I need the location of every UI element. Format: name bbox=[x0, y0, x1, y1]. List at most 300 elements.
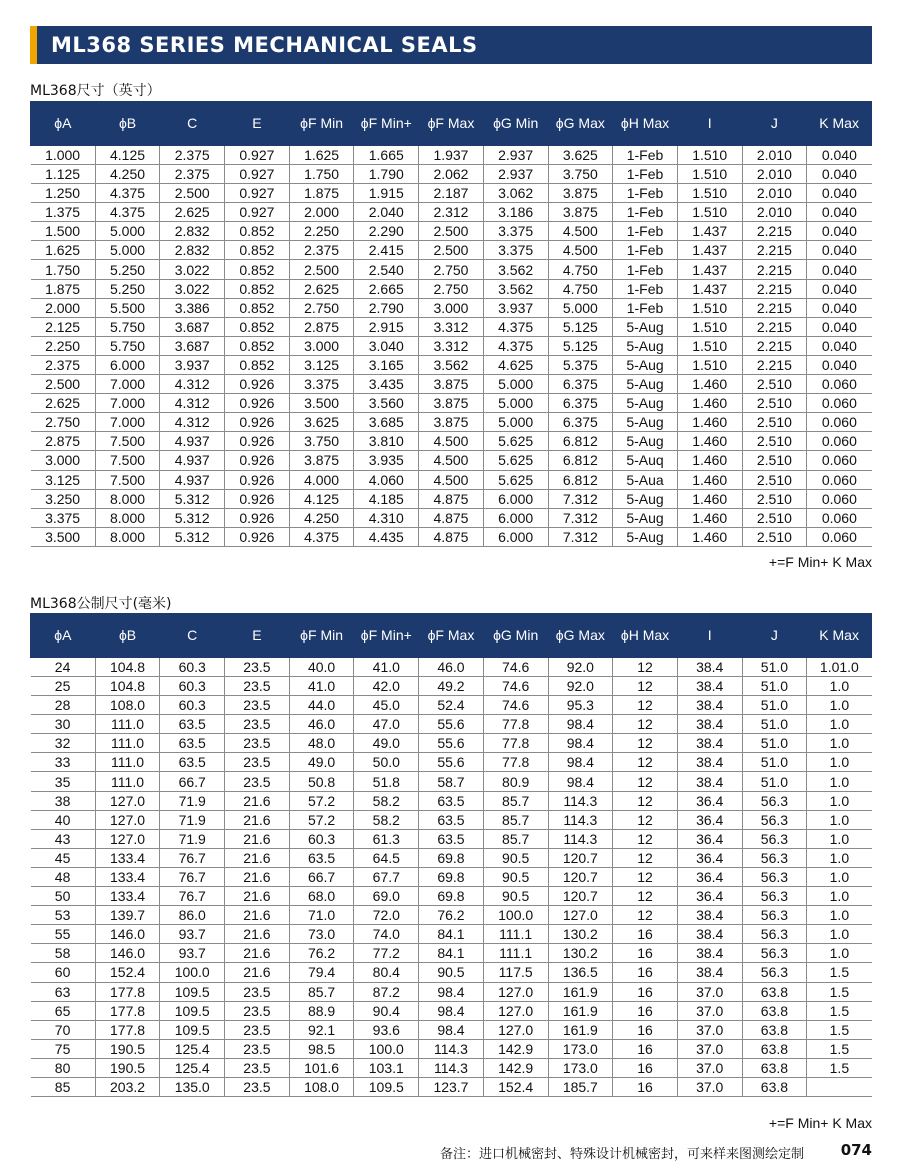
table-cell: 69.8 bbox=[419, 887, 484, 906]
table-cell: 41.0 bbox=[354, 657, 419, 677]
table-cell: 173.0 bbox=[548, 1058, 613, 1077]
table-cell: 3.312 bbox=[419, 317, 484, 336]
table-cell: 139.7 bbox=[95, 906, 160, 925]
table-cell: 0.060 bbox=[807, 527, 872, 546]
table-cell: 32 bbox=[31, 734, 96, 753]
table-cell: 127.0 bbox=[483, 1001, 548, 1020]
table-cell: 63.8 bbox=[742, 982, 807, 1001]
table-cell: 93.6 bbox=[354, 1020, 419, 1039]
table-cell: 5-Aug bbox=[613, 413, 678, 432]
table-cell: 60.3 bbox=[289, 829, 354, 848]
table-cell: 56.3 bbox=[742, 887, 807, 906]
table-cell: 2.000 bbox=[289, 203, 354, 222]
table-cell: 0.852 bbox=[225, 298, 290, 317]
table-cell: 4.875 bbox=[419, 489, 484, 508]
table-cell: 38.4 bbox=[677, 696, 742, 715]
table-cell: 66.7 bbox=[289, 867, 354, 886]
table-cell: 1.510 bbox=[677, 184, 742, 203]
table-cell: 3.875 bbox=[548, 184, 613, 203]
table-cell: 1.0 bbox=[807, 906, 872, 925]
table-cell: 103.1 bbox=[354, 1058, 419, 1077]
table-cell: 98.4 bbox=[419, 1020, 484, 1039]
table-cell: 2.937 bbox=[483, 165, 548, 184]
table-cell: 12 bbox=[613, 848, 678, 867]
table-cell: 38.4 bbox=[677, 677, 742, 696]
table-cell: 33 bbox=[31, 753, 96, 772]
table-row bbox=[31, 279, 872, 298]
table-cell: 4.250 bbox=[95, 165, 160, 184]
table-cell: 3.560 bbox=[354, 394, 419, 413]
table-cell: 2.665 bbox=[354, 279, 419, 298]
table-cell: 1.000 bbox=[31, 145, 96, 165]
table-cell: 3.250 bbox=[31, 489, 96, 508]
table-cell: 1.510 bbox=[677, 355, 742, 374]
table-row bbox=[31, 394, 872, 413]
table-cell: 0.926 bbox=[225, 527, 290, 546]
table-cell: 23.5 bbox=[225, 696, 290, 715]
table-cell: 120.7 bbox=[548, 848, 613, 867]
table-cell: 48 bbox=[31, 867, 96, 886]
table-cell: 1-Feb bbox=[613, 222, 678, 241]
table-cell: 109.5 bbox=[160, 982, 225, 1001]
table-cell: 88.9 bbox=[289, 1001, 354, 1020]
table-cell: 1.125 bbox=[31, 165, 96, 184]
table-cell: 4.125 bbox=[289, 489, 354, 508]
title-accent-stripe bbox=[30, 26, 37, 64]
table-cell: 80.4 bbox=[354, 963, 419, 982]
table-row bbox=[31, 1001, 872, 1020]
table-row bbox=[31, 1077, 872, 1096]
table-cell: 90.5 bbox=[483, 848, 548, 867]
table-row bbox=[31, 963, 872, 982]
table-cell: 3.022 bbox=[160, 279, 225, 298]
table-cell: 79.4 bbox=[289, 963, 354, 982]
table-cell: 0.852 bbox=[225, 260, 290, 279]
table-cell: 104.8 bbox=[95, 657, 160, 677]
table-cell: 37.0 bbox=[677, 1058, 742, 1077]
table-cell: 104.8 bbox=[95, 677, 160, 696]
table-cell: 63.8 bbox=[742, 1039, 807, 1058]
table-cell: 58.2 bbox=[354, 791, 419, 810]
table-cell: 16 bbox=[613, 1020, 678, 1039]
table-cell: 58 bbox=[31, 944, 96, 963]
table-cell: 56.3 bbox=[742, 963, 807, 982]
table-cell: 108.0 bbox=[95, 696, 160, 715]
table-cell: 1.510 bbox=[677, 165, 742, 184]
table-row bbox=[31, 1039, 872, 1058]
table-cell: 7.500 bbox=[95, 451, 160, 470]
table-cell: 0.060 bbox=[807, 394, 872, 413]
table-cell: 68.0 bbox=[289, 887, 354, 906]
table-cell: 1.0 bbox=[807, 848, 872, 867]
table-cell: 1.875 bbox=[289, 184, 354, 203]
table-cell: 2.937 bbox=[483, 145, 548, 165]
imperial-column-header: ϕF Min bbox=[289, 101, 354, 145]
table-cell: 7.500 bbox=[95, 470, 160, 489]
table-cell: 1.510 bbox=[677, 298, 742, 317]
table-cell: 50.0 bbox=[354, 753, 419, 772]
table-cell: 2.415 bbox=[354, 241, 419, 260]
table-cell: 44.0 bbox=[289, 696, 354, 715]
table-row bbox=[31, 336, 872, 355]
table-cell: 55 bbox=[31, 925, 96, 944]
table-cell: 55.6 bbox=[419, 734, 484, 753]
table-cell: 3.375 bbox=[483, 222, 548, 241]
table-cell: 1.01.0 bbox=[807, 657, 872, 677]
table-cell: 127.0 bbox=[483, 1020, 548, 1039]
table-cell: 109.5 bbox=[160, 1020, 225, 1039]
table-cell: 73.0 bbox=[289, 925, 354, 944]
table-cell: 0.852 bbox=[225, 317, 290, 336]
table-cell: 74.6 bbox=[483, 657, 548, 677]
metric-column-header: ϕG Min bbox=[483, 613, 548, 657]
table-cell: 69.0 bbox=[354, 887, 419, 906]
table-cell: 3.022 bbox=[160, 260, 225, 279]
table-cell: 23.5 bbox=[225, 1058, 290, 1077]
table-cell: 5.250 bbox=[95, 260, 160, 279]
table-cell: 80.9 bbox=[483, 772, 548, 791]
table-row bbox=[31, 925, 872, 944]
table-cell: 120.7 bbox=[548, 867, 613, 886]
metric-column-header: ϕG Max bbox=[548, 613, 613, 657]
table-cell: 5-Aug bbox=[613, 527, 678, 546]
table-cell: 3.875 bbox=[289, 451, 354, 470]
table-cell: 51.0 bbox=[742, 715, 807, 734]
table-cell: 7.000 bbox=[95, 394, 160, 413]
table-cell: 0.852 bbox=[225, 279, 290, 298]
table-cell: 1.510 bbox=[677, 317, 742, 336]
table-cell: 2.540 bbox=[354, 260, 419, 279]
table-cell: 65 bbox=[31, 1001, 96, 1020]
table-cell: 4.625 bbox=[483, 355, 548, 374]
table-cell: 1.250 bbox=[31, 184, 96, 203]
table-row bbox=[31, 241, 872, 260]
table-cell: 1.437 bbox=[677, 241, 742, 260]
table-cell: 3.386 bbox=[160, 298, 225, 317]
table-cell: 56.3 bbox=[742, 848, 807, 867]
table-cell: 0.040 bbox=[807, 260, 872, 279]
table-cell: 3.040 bbox=[354, 336, 419, 355]
table-row bbox=[31, 810, 872, 829]
table-row bbox=[31, 696, 872, 715]
table-row bbox=[31, 982, 872, 1001]
table-cell: 114.3 bbox=[419, 1039, 484, 1058]
table-cell: 23.5 bbox=[225, 1077, 290, 1096]
table-cell: 0.060 bbox=[807, 489, 872, 508]
table-cell: 76.7 bbox=[160, 848, 225, 867]
table-cell: 5.750 bbox=[95, 336, 160, 355]
metric-table-note: +=F Min+ K Max bbox=[768, 1115, 872, 1131]
metric-header-row bbox=[31, 613, 872, 657]
table-cell: 2.875 bbox=[31, 432, 96, 451]
table-cell: 3.875 bbox=[548, 203, 613, 222]
table-cell: 12 bbox=[613, 753, 678, 772]
table-cell: 2.010 bbox=[742, 165, 807, 184]
table-cell: 2.215 bbox=[742, 260, 807, 279]
table-cell: 12 bbox=[613, 696, 678, 715]
table-cell: 161.9 bbox=[548, 1020, 613, 1039]
table-cell: 2.510 bbox=[742, 508, 807, 527]
table-cell: 51.0 bbox=[742, 677, 807, 696]
imperial-header-row bbox=[31, 101, 872, 145]
table-cell: 4.875 bbox=[419, 527, 484, 546]
table-row bbox=[31, 298, 872, 317]
table-cell: 3.562 bbox=[483, 260, 548, 279]
table-cell: 114.3 bbox=[548, 791, 613, 810]
table-cell: 74.6 bbox=[483, 677, 548, 696]
table-cell: 2.510 bbox=[742, 527, 807, 546]
table-cell: 6.812 bbox=[548, 470, 613, 489]
table-cell: 12 bbox=[613, 791, 678, 810]
table-cell: 77.8 bbox=[483, 734, 548, 753]
table-cell: 1.0 bbox=[807, 772, 872, 791]
table-cell: 1-Feb bbox=[613, 184, 678, 203]
table-cell: 0.926 bbox=[225, 375, 290, 394]
table-row bbox=[31, 413, 872, 432]
table-cell: 1.5 bbox=[807, 1020, 872, 1039]
table-cell: 1-Feb bbox=[613, 241, 678, 260]
table-cell: 3.750 bbox=[548, 165, 613, 184]
table-cell: 16 bbox=[613, 982, 678, 1001]
table-cell: 5-Aug bbox=[613, 375, 678, 394]
table-cell: 5.000 bbox=[483, 413, 548, 432]
table-row bbox=[31, 470, 872, 489]
table-cell: 6.000 bbox=[95, 355, 160, 374]
table-cell: 2.215 bbox=[742, 279, 807, 298]
table-cell: 3.685 bbox=[354, 413, 419, 432]
table-cell: 0.927 bbox=[225, 165, 290, 184]
table-cell: 77.8 bbox=[483, 753, 548, 772]
imperial-table-note: +=F Min+ K Max bbox=[768, 554, 872, 570]
table-cell: 36.4 bbox=[677, 829, 742, 848]
table-cell: 4.375 bbox=[95, 184, 160, 203]
table-cell: 190.5 bbox=[95, 1039, 160, 1058]
table-cell: 130.2 bbox=[548, 925, 613, 944]
table-cell: 3.562 bbox=[483, 279, 548, 298]
table-cell: 3.810 bbox=[354, 432, 419, 451]
table-cell: 1-Feb bbox=[613, 279, 678, 298]
table-cell: 6.000 bbox=[483, 508, 548, 527]
table-cell: 2.625 bbox=[31, 394, 96, 413]
table-cell: 46.0 bbox=[419, 657, 484, 677]
table-cell: 84.1 bbox=[419, 944, 484, 963]
table-cell: 1.437 bbox=[677, 222, 742, 241]
table-cell: 130.2 bbox=[548, 944, 613, 963]
table-cell: 23.5 bbox=[225, 677, 290, 696]
table-cell: 5.625 bbox=[483, 470, 548, 489]
table-cell: 12 bbox=[613, 810, 678, 829]
table-cell: 2.215 bbox=[742, 355, 807, 374]
table-cell: 4.310 bbox=[354, 508, 419, 527]
imperial-column-header: ϕG Max bbox=[548, 101, 613, 145]
table-cell: 3.687 bbox=[160, 336, 225, 355]
table-cell: 64.5 bbox=[354, 848, 419, 867]
table-cell: 28 bbox=[31, 696, 96, 715]
table-cell: 72.0 bbox=[354, 906, 419, 925]
table-cell: 49.0 bbox=[354, 734, 419, 753]
table-cell: 6.812 bbox=[548, 432, 613, 451]
metric-section-label: ML368公制尺寸(毫米) bbox=[30, 596, 172, 612]
table-cell: 93.7 bbox=[160, 925, 225, 944]
table-cell: 51.8 bbox=[354, 772, 419, 791]
table-cell: 3.125 bbox=[31, 470, 96, 489]
table-cell: 8.000 bbox=[95, 508, 160, 527]
table-cell: 36.4 bbox=[677, 887, 742, 906]
table-cell: 4.500 bbox=[419, 432, 484, 451]
table-cell: 23.5 bbox=[225, 982, 290, 1001]
table-cell: 177.8 bbox=[95, 982, 160, 1001]
table-cell: 84.1 bbox=[419, 925, 484, 944]
table-cell: 1.510 bbox=[677, 203, 742, 222]
table-cell: 0.060 bbox=[807, 413, 872, 432]
table-cell: 0.926 bbox=[225, 508, 290, 527]
table-cell: 37.0 bbox=[677, 1039, 742, 1058]
table-cell: 3.312 bbox=[419, 336, 484, 355]
table-cell: 5.000 bbox=[483, 375, 548, 394]
table-cell: 152.4 bbox=[483, 1077, 548, 1096]
table-cell: 1-Feb bbox=[613, 203, 678, 222]
table-cell: 190.5 bbox=[95, 1058, 160, 1077]
table-cell: 5.375 bbox=[548, 355, 613, 374]
table-cell: 38.4 bbox=[677, 753, 742, 772]
table-cell: 2.750 bbox=[419, 260, 484, 279]
table-cell: 60.3 bbox=[160, 657, 225, 677]
table-cell: 38.4 bbox=[677, 657, 742, 677]
table-cell: 3.375 bbox=[289, 375, 354, 394]
table-cell: 2.790 bbox=[354, 298, 419, 317]
table-cell: 2.215 bbox=[742, 222, 807, 241]
table-cell: 2.510 bbox=[742, 394, 807, 413]
imperial-column-header: ϕG Min bbox=[483, 101, 548, 145]
table-cell: 0.040 bbox=[807, 165, 872, 184]
table-cell: 98.4 bbox=[548, 734, 613, 753]
table-cell: 2.510 bbox=[742, 470, 807, 489]
table-cell: 2.215 bbox=[742, 241, 807, 260]
table-cell: 5.000 bbox=[95, 222, 160, 241]
metric-column-header: ϕF Max bbox=[419, 613, 484, 657]
table-cell: 2.250 bbox=[289, 222, 354, 241]
table-cell: 95.3 bbox=[548, 696, 613, 715]
table-cell: 108.0 bbox=[289, 1077, 354, 1096]
table-cell: 1.460 bbox=[677, 470, 742, 489]
table-cell: 4.937 bbox=[160, 432, 225, 451]
table-cell: 52.4 bbox=[419, 696, 484, 715]
table-cell: 55.6 bbox=[419, 753, 484, 772]
table-cell: 114.3 bbox=[548, 829, 613, 848]
table-cell: 42.0 bbox=[354, 677, 419, 696]
table-cell: 5.625 bbox=[483, 451, 548, 470]
table-cell: 63.5 bbox=[419, 791, 484, 810]
table-cell: 69.8 bbox=[419, 848, 484, 867]
table-cell: 6.000 bbox=[483, 527, 548, 546]
table-cell: 57.2 bbox=[289, 810, 354, 829]
table-cell: 1.460 bbox=[677, 413, 742, 432]
table-cell: 127.0 bbox=[95, 829, 160, 848]
table-cell: 16 bbox=[613, 1039, 678, 1058]
table-cell: 5.312 bbox=[160, 508, 225, 527]
table-cell: 4.125 bbox=[95, 145, 160, 165]
table-cell: 24 bbox=[31, 657, 96, 677]
table-cell: 1.5 bbox=[807, 963, 872, 982]
metric-column-header: K Max bbox=[807, 613, 872, 657]
table-cell: 38.4 bbox=[677, 963, 742, 982]
table-cell: 1.0 bbox=[807, 677, 872, 696]
table-cell: 98.4 bbox=[548, 753, 613, 772]
table-cell: 23.5 bbox=[225, 657, 290, 677]
table-cell: 75 bbox=[31, 1039, 96, 1058]
table-cell: 76.7 bbox=[160, 867, 225, 886]
table-cell: 23.5 bbox=[225, 1020, 290, 1039]
table-cell: 2.625 bbox=[289, 279, 354, 298]
table-row bbox=[31, 489, 872, 508]
table-cell: 0.060 bbox=[807, 508, 872, 527]
table-cell: 125.4 bbox=[160, 1058, 225, 1077]
table-cell: 1.510 bbox=[677, 336, 742, 355]
metric-column-header: ϕB bbox=[95, 613, 160, 657]
table-row bbox=[31, 432, 872, 451]
table-cell: 203.2 bbox=[95, 1077, 160, 1096]
table-cell: 12 bbox=[613, 887, 678, 906]
table-cell: 5.312 bbox=[160, 489, 225, 508]
table-cell: 74.6 bbox=[483, 696, 548, 715]
table-cell: 48.0 bbox=[289, 734, 354, 753]
table-row bbox=[31, 715, 872, 734]
table-cell: 3.186 bbox=[483, 203, 548, 222]
table-cell: 173.0 bbox=[548, 1039, 613, 1058]
table-cell: 2.010 bbox=[742, 184, 807, 203]
table-cell: 1.875 bbox=[31, 279, 96, 298]
table-cell: 2.125 bbox=[31, 317, 96, 336]
table-cell: 77.2 bbox=[354, 944, 419, 963]
table-cell: 2.510 bbox=[742, 451, 807, 470]
table-cell: 0.852 bbox=[225, 336, 290, 355]
table-cell: 3.935 bbox=[354, 451, 419, 470]
table-cell: 0.060 bbox=[807, 451, 872, 470]
table-cell: 142.9 bbox=[483, 1058, 548, 1077]
table-cell: 0.926 bbox=[225, 489, 290, 508]
table-cell: 71.0 bbox=[289, 906, 354, 925]
page-number: 074 bbox=[840, 1141, 872, 1159]
metric-column-header: I bbox=[677, 613, 742, 657]
table-cell: 38.4 bbox=[677, 734, 742, 753]
table-cell: 1.437 bbox=[677, 260, 742, 279]
table-cell: 85.7 bbox=[483, 791, 548, 810]
table-cell: 1.0 bbox=[807, 829, 872, 848]
table-cell: 46.0 bbox=[289, 715, 354, 734]
table-cell: 5-Aug bbox=[613, 336, 678, 355]
table-cell: 3.750 bbox=[289, 432, 354, 451]
footer-remark: 备注：进口机械密封、特殊设计机械密封，可来样来图测绘定制 bbox=[440, 1147, 805, 1162]
table-cell: 45.0 bbox=[354, 696, 419, 715]
table-cell: 4.375 bbox=[483, 336, 548, 355]
table-cell: 2.040 bbox=[354, 203, 419, 222]
table-cell: 1.0 bbox=[807, 887, 872, 906]
table-row bbox=[31, 145, 872, 165]
table-cell: 2.375 bbox=[289, 241, 354, 260]
table-cell: 4.435 bbox=[354, 527, 419, 546]
table-cell: 0.926 bbox=[225, 394, 290, 413]
table-cell: 51.0 bbox=[742, 657, 807, 677]
table-cell: 0.927 bbox=[225, 145, 290, 165]
table-cell: 2.510 bbox=[742, 489, 807, 508]
table-cell: 37.0 bbox=[677, 1077, 742, 1096]
table-cell: 1.460 bbox=[677, 451, 742, 470]
table-cell: 3.375 bbox=[483, 241, 548, 260]
table-cell: 111.0 bbox=[95, 734, 160, 753]
table-cell: 1.0 bbox=[807, 925, 872, 944]
table-cell: 12 bbox=[613, 867, 678, 886]
table-cell: 111.1 bbox=[483, 944, 548, 963]
